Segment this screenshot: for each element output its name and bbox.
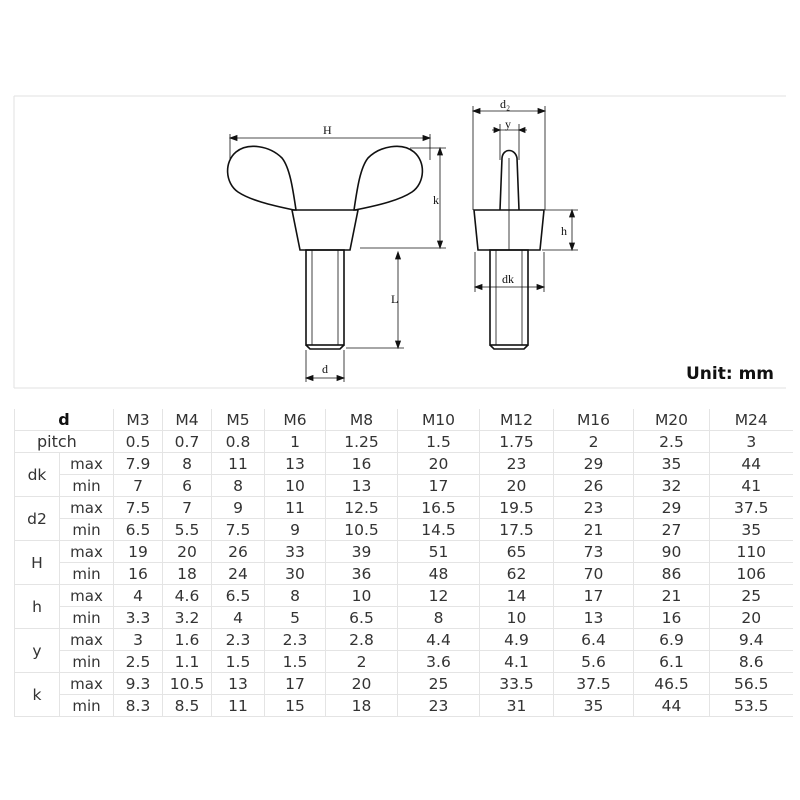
param-value-cell: 20 [710,607,793,629]
side-view [474,151,544,350]
param-value-cell: 20 [163,541,212,563]
param-label: d2 [15,497,60,541]
param-value-cell: 73 [554,541,634,563]
param-value-cell: 90 [634,541,710,563]
param-value-cell: 2.8 [326,629,398,651]
param-value-cell: 6.5 [212,585,265,607]
param-value-cell: 11 [265,497,326,519]
param-value-cell: 2.3 [265,629,326,651]
dim-label-d: d [322,362,328,376]
size-header-cell: M24 [710,409,793,431]
table-row-k-max [15,673,793,695]
table-row-y-max [15,629,793,651]
param-value-cell: 16 [326,453,398,475]
param-value-cell: 10.5 [326,519,398,541]
side-dimensions [473,106,578,292]
pitch-value-cell: 0.7 [163,431,212,453]
param-value-cell: 48 [398,563,480,585]
param-value-cell: 17 [554,585,634,607]
param-value-cell: 106 [710,563,793,585]
param-value-cell: 8.5 [163,695,212,717]
param-value-cell: 8 [163,453,212,475]
param-value-cell: 35 [554,695,634,717]
param-value-cell: 8.3 [114,695,163,717]
size-header-cell: M16 [554,409,634,431]
param-value-cell: 65 [480,541,554,563]
pitch-value-cell: 1.75 [480,431,554,453]
param-value-cell: 6 [163,475,212,497]
left-wing [228,146,296,210]
param-value-cell: 7.5 [212,519,265,541]
param-value-cell: 6.5 [326,607,398,629]
param-value-cell: 8 [212,475,265,497]
param-value-cell: 3.6 [398,651,480,673]
dim-label-L: L [391,292,399,306]
param-value-cell: 9.4 [710,629,793,651]
param-value-cell: 5.6 [554,651,634,673]
pitch-value-cell: 0.5 [114,431,163,453]
param-value-cell: 19.5 [480,497,554,519]
param-value-cell: 62 [480,563,554,585]
dim-label-d2: d₂ [500,97,511,111]
param-value-cell: 6.9 [634,629,710,651]
param-value-cell: 33 [265,541,326,563]
dim-label-dk: dk [502,272,514,286]
param-value-cell: 16.5 [398,497,480,519]
param-value-cell: 41 [710,475,793,497]
param-value-cell: 20 [398,453,480,475]
param-value-cell: 13 [326,475,398,497]
param-value-cell: 14.5 [398,519,480,541]
dim-label-k: k [433,193,439,207]
param-value-cell: 8.6 [710,651,793,673]
param-value-cell: 1.6 [163,629,212,651]
table-row-h-max [15,585,793,607]
table-row-H-max [15,541,793,563]
param-value-cell: 2.5 [114,651,163,673]
param-value-cell: 33.5 [480,673,554,695]
param-sub-label: max [60,497,114,519]
param-value-cell: 51 [398,541,480,563]
param-value-cell: 6.4 [554,629,634,651]
param-label: H [15,541,60,585]
param-value-cell: 5.5 [163,519,212,541]
dim-label-H: H [323,123,332,137]
param-value-cell: 12 [398,585,480,607]
table-row-pitch [15,431,793,453]
param-value-cell: 11 [212,695,265,717]
param-label: dk [15,453,60,497]
param-value-cell: 24 [212,563,265,585]
param-value-cell: 29 [634,497,710,519]
size-header-cell: M5 [212,409,265,431]
param-value-cell: 20 [480,475,554,497]
param-value-cell: 13 [265,453,326,475]
param-value-cell: 21 [634,585,710,607]
param-value-cell: 5 [265,607,326,629]
param-value-cell: 16 [634,607,710,629]
size-header-cell: M12 [480,409,554,431]
param-value-cell: 23 [554,497,634,519]
param-sub-label: min [60,607,114,629]
param-value-cell: 1.5 [212,651,265,673]
size-header-cell: M20 [634,409,710,431]
table-row-dk-max [15,453,793,475]
param-value-cell: 21 [554,519,634,541]
pitch-value-cell: 1.5 [398,431,480,453]
param-value-cell: 20 [326,673,398,695]
param-value-cell: 18 [163,563,212,585]
param-sub-label: max [60,585,114,607]
table-row-k-min [15,695,793,717]
spec-table [14,409,793,717]
param-label: k [15,673,60,717]
table-row-y-min [15,651,793,673]
param-value-cell: 14 [480,585,554,607]
param-sub-label: max [60,629,114,651]
size-header-cell: M4 [163,409,212,431]
param-value-cell: 7.5 [114,497,163,519]
param-value-cell: 30 [265,563,326,585]
param-value-cell: 17 [265,673,326,695]
param-value-cell: 3.3 [114,607,163,629]
param-value-cell: 37.5 [554,673,634,695]
param-value-cell: 17.5 [480,519,554,541]
param-value-cell: 4.6 [163,585,212,607]
size-header-cell: M10 [398,409,480,431]
param-value-cell: 7 [114,475,163,497]
param-sub-label: min [60,475,114,497]
param-value-cell: 9 [265,519,326,541]
param-value-cell: 9.3 [114,673,163,695]
param-value-cell: 8 [398,607,480,629]
table-header-row [15,409,793,431]
param-sub-label: max [60,673,114,695]
pitch-value-cell: 1 [265,431,326,453]
param-value-cell: 32 [634,475,710,497]
param-value-cell: 26 [212,541,265,563]
param-value-cell: 3.2 [163,607,212,629]
param-value-cell: 53.5 [710,695,793,717]
param-value-cell: 4 [212,607,265,629]
param-value-cell: 35 [710,519,793,541]
param-value-cell: 110 [710,541,793,563]
param-value-cell: 4.1 [480,651,554,673]
param-value-cell: 44 [634,695,710,717]
param-value-cell: 16 [114,563,163,585]
param-value-cell: 46.5 [634,673,710,695]
param-value-cell: 10.5 [163,673,212,695]
table-row-H-min [15,563,793,585]
param-value-cell: 1.5 [265,651,326,673]
param-sub-label: min [60,651,114,673]
param-value-cell: 36 [326,563,398,585]
table-row-d2-min [15,519,793,541]
pitch-value-cell: 2 [554,431,634,453]
dim-label-h: h [561,224,567,238]
param-label: y [15,629,60,673]
param-sub-label: max [60,541,114,563]
table-row-d2-max [15,497,793,519]
param-value-cell: 35 [634,453,710,475]
param-value-cell: 7 [163,497,212,519]
pitch-value-cell: 2.5 [634,431,710,453]
head-body [292,210,358,250]
param-value-cell: 26 [554,475,634,497]
side-fin [500,151,519,211]
param-sub-label: min [60,695,114,717]
param-value-cell: 4.4 [398,629,480,651]
param-value-cell: 19 [114,541,163,563]
param-value-cell: 23 [480,453,554,475]
param-value-cell: 3 [114,629,163,651]
header-d-label: d [15,409,114,431]
param-sub-label: max [60,453,114,475]
param-value-cell: 44 [710,453,793,475]
param-sub-label: min [60,519,114,541]
param-value-cell: 29 [554,453,634,475]
param-sub-label: min [60,563,114,585]
param-value-cell: 7.9 [114,453,163,475]
param-value-cell: 39 [326,541,398,563]
pitch-value-cell: 3 [710,431,793,453]
pitch-value-cell: 1.25 [326,431,398,453]
param-value-cell: 4 [114,585,163,607]
param-value-cell: 10 [480,607,554,629]
param-value-cell: 6.1 [634,651,710,673]
size-header-cell: M6 [265,409,326,431]
param-value-cell: 17 [398,475,480,497]
param-value-cell: 86 [634,563,710,585]
dim-label-y: y [505,117,511,131]
param-value-cell: 25 [398,673,480,695]
param-value-cell: 12.5 [326,497,398,519]
param-value-cell: 31 [480,695,554,717]
right-wing [354,146,422,210]
size-header-cell: M3 [114,409,163,431]
param-value-cell: 10 [265,475,326,497]
param-value-cell: 25 [710,585,793,607]
param-value-cell: 10 [326,585,398,607]
param-value-cell: 11 [212,453,265,475]
param-value-cell: 15 [265,695,326,717]
param-value-cell: 23 [398,695,480,717]
param-value-cell: 8 [265,585,326,607]
param-value-cell: 18 [326,695,398,717]
param-value-cell: 27 [634,519,710,541]
param-value-cell: 2 [326,651,398,673]
param-value-cell: 13 [212,673,265,695]
param-value-cell: 1.1 [163,651,212,673]
pitch-label: pitch [15,431,114,453]
param-value-cell: 2.3 [212,629,265,651]
param-value-cell: 6.5 [114,519,163,541]
table-row-h-min [15,607,793,629]
param-value-cell: 70 [554,563,634,585]
unit-label: Unit: mm [686,364,775,384]
param-label: h [15,585,60,629]
param-value-cell: 4.9 [480,629,554,651]
param-value-cell: 13 [554,607,634,629]
param-value-cell: 56.5 [710,673,793,695]
param-value-cell: 37.5 [710,497,793,519]
table-row-dk-min [15,475,793,497]
pitch-value-cell: 0.8 [212,431,265,453]
param-value-cell: 9 [212,497,265,519]
size-header-cell: M8 [326,409,398,431]
